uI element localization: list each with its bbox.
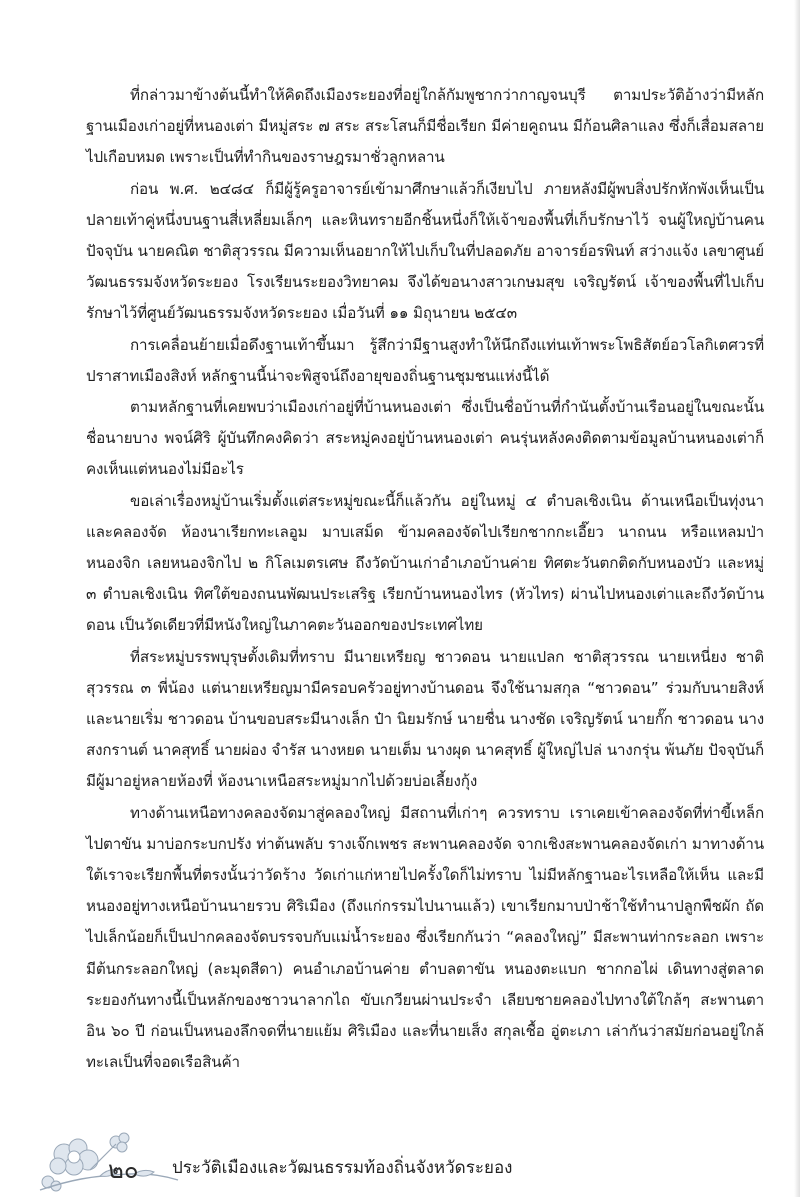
paragraph-1: ที่กล่าวมาข้างต้นนี้ทำให้คิดถึงเมืองระยองที่อยู่ใกล้กัมพูชากว่ากาญจนบุรี ตามประวัติอ้างว่ามีหลักฐานเมืองเก่าอยู่ที่หนองเต่า มีหมู่สระ ๗ สระ สระโสนก็มีชื่อเรียก มีค่ายคูถนน มีก้อนศิลาแลง ซึ่งก็เสื่อมสลายไปเกือบหมด เพราะเป็นที่ทำกินของราษฎรมาชั่วลูกหลาน bbox=[86, 86, 764, 167]
paragraph-2: ก่อน พ.ศ. ๒๔๘๔ ก็มีผู้รู้ครูอาจารย์เข้ามาศึกษาแล้วก็เงียบไป ภายหลังมีผู้พบสิ่งปรักหักพังเห็นเป็นปลายเท้าคู่หนึ่งบนฐานสี่เหลี่ยมเล็กๆ และหินทรายอีกชิ้นหนึ่งก็ให้เจ้าของพื้นที่เก็บรักษาไว้ จนผู้ใหญ่บ้านคนปัจจุบัน นายคณิต ชาติสุวรรณ มีความเห็นอยากให้ไปเก็บในที่ปลอดภัย อาจารย์อรพินท์ สว่างแจ้ง เลขาศูนย์วัฒนธรรมจังหวัดระยอง โรงเรียนระยองวิทยาคม จึงได้ขอนางสาวเกษมสุข เจริญรัตน์ เจ้าของพื้นที่ไปเก็บรักษาไว้ที่ศูนย์วัฒนธรรมจังหวัดระยอง เมื่อวันที่ ๑๑ มิถุนายน ๒๕๔๓ bbox=[86, 179, 764, 323]
running-footer-title: ประวัติเมืองและวัฒนธรรมท้องถิ่นจังหวัดระยอง bbox=[172, 1158, 513, 1178]
paragraph-5: ขอเล่าเรื่องหมู่บ้านเริ่มตั้งแต่สระหมู่ขณะนี้ก็แล้วกัน อยู่ในหมู่ ๔ ตำบลเชิงเนิน ด้านเหนือเป็นทุ่งนา และคลองจัด ห้องนาเรียกทะเลอูม มาบเสม็ด ข้ามคลองจัดไปเรียกชากกะเอี๊ยว นาถนน หรือแหลมป่าหนองจิก เลยหนองจิกไป ๒ กิโลเมตรเศษ ถึงวัดบ้านเก่าอำเภอบ้านค่าย ทิศตะวันตกติดกับหนองบัว และหมู่ ๓ ตำบลเชิงเนิน ทิศใต้ของถนนพัฒนประเสริฐ เรียกบ้านหนองไทร (หัวไทร) ผ่านไปหนองเต่าและถึงวัดบ้านดอน เป็นวัดเดียวที่มีหนังใหญ่ในภาคตะวันออกของประเทศไทย bbox=[86, 491, 764, 635]
paragraph-6: ที่สระหมู่บรรพบุรุษตั้งเดิมที่ทราบ มีนายเหรียญ ชาวดอน นายแปลก ชาติสุวรรณ นายเหนี่ยง ชาติสุวรรณ ๓ พี่น้อง แต่นายเหรียญมามีครอบครัวอยู่ทางบ้านดอน จึงใช้นามสกุล “ชาวดอน” ร่วมกับนายสิงห์ และนายเริ่ม ชาวดอน บ้านขอบสระมีนางเล็ก ป๋า นิยมรักษ์ นายชื่น นางชัด เจริญรัตน์ นายกั๊ก ชาวดอน นางสงกรานต์ นาคสุทธิ์ นายผ่อง จำรัส นางหยด นายเต็ม นางผุด นาคสุทธิ์ ผู้ใหญ่ไปล่ นางกรุ่น พ้นภัย ปัจจุบันก็มีผู้มาอยู่หลายห้องที่ ห้องนาเหนือสระหมู่มากไปด้วยบ่อเลี้ยงกุ้ง bbox=[86, 647, 764, 791]
paragraph-3: การเคลื่อนย้ายเมื่อดึงฐานเท้าขึ้นมา รู้สึกว่ามีฐานสูงทำให้นึกถึงแท่นเท้าพระโพธิสัตย์อวโลกิเตศวรที่ปราสาทเมืองสิงห์ หลักฐานนี้น่าจะพิสูจน์ถึงอายุของถิ่นฐานชุมชนแห่งนี้ได้ bbox=[86, 335, 764, 385]
body-text bbox=[86, 80, 764, 1079]
page-footer bbox=[0, 1130, 800, 1197]
paragraph-4: ตามหลักฐานที่เคยพบว่าเมืองเก่าอยู่ที่บ้านหนองเต่า ซึ่งเป็นชื่อบ้านที่กำนันตั้งบ้านเรือนอยู่ในขณะนั้น ชื่อนายบาง พจน์ศิริ ผู้บันทึกคงคิดว่า สระหมู่คงอยู่บ้านหนองเต่า คนรุ่นหลังคงติดตามข้อมูลบ้านหนองเต่าก็คงเห็นแต่หนองไม่มีอะไร bbox=[86, 398, 764, 479]
page-edge-shadow bbox=[794, 0, 800, 1197]
page-number: ๒๐ bbox=[108, 1156, 139, 1184]
paragraph-7: ทางด้านเหนือทางคลองจัดมาสู่คลองใหญ่ มีสถานที่เก่าๆ ควรทราบ เราเคยเข้าคลองจัดที่ท่าขี้เหล็ก ไปตาขัน มาบ่อกระบกปรัง ท่าต้นพลับ รางเจ๊กเพชร สะพานคลองจัด จากเชิงสะพานคลองจัดเก่า มาทางด้านใต้เราจะเรียกพื้นที่ตรงนั้นว่าวัดร้าง วัดเก่าแก่หายไปครั้งใดก็ไม่ทราบ ไม่มีหลักฐานอะไรเหลือให้เห็น และมีหนองอยู่ทางเหนือบ้านนายรวบ ศิริเมือง (ถึงแก่กรรมไปนานแล้ว) เขาเรียกมาบป่าช้าใช้ทำนาปลูกพืชผัก ถัดไปเล็กน้อยก็เป็นปากคลองจัดบรรจบกับแม่น้ำระยอง ซึ่งเรียกกันว่า “คลองใหญ่” มีสะพานท่ากระลอก เพราะมีต้นกระลอกใหญ่ (ละมุดสีดา) คนอำเภอบ้านค่าย ตำบลตาขัน หนองตะแบก ชากกอไผ่ เดินทางสู่ตลาดระยองกันทางนี้เป็นหลักของชาวนาลากไถ ขับเกวียนผ่านประจำ เลียบชายคลองไปทางใต้ใกล้ๆ สะพานตาอิน ๖๐ ปี ก่อนเป็นหนองลึกจดที่นายแย้ม ศิริเมือง และที่นายเส็ง สกุลเชื้อ อู่ตะเภา เล่ากันว่าสมัยก่อนอยู่ใกล้ทะเลเป็นที่จอดเรือสินค้า bbox=[86, 803, 764, 1072]
flower-ornament-icon bbox=[30, 1130, 180, 1197]
